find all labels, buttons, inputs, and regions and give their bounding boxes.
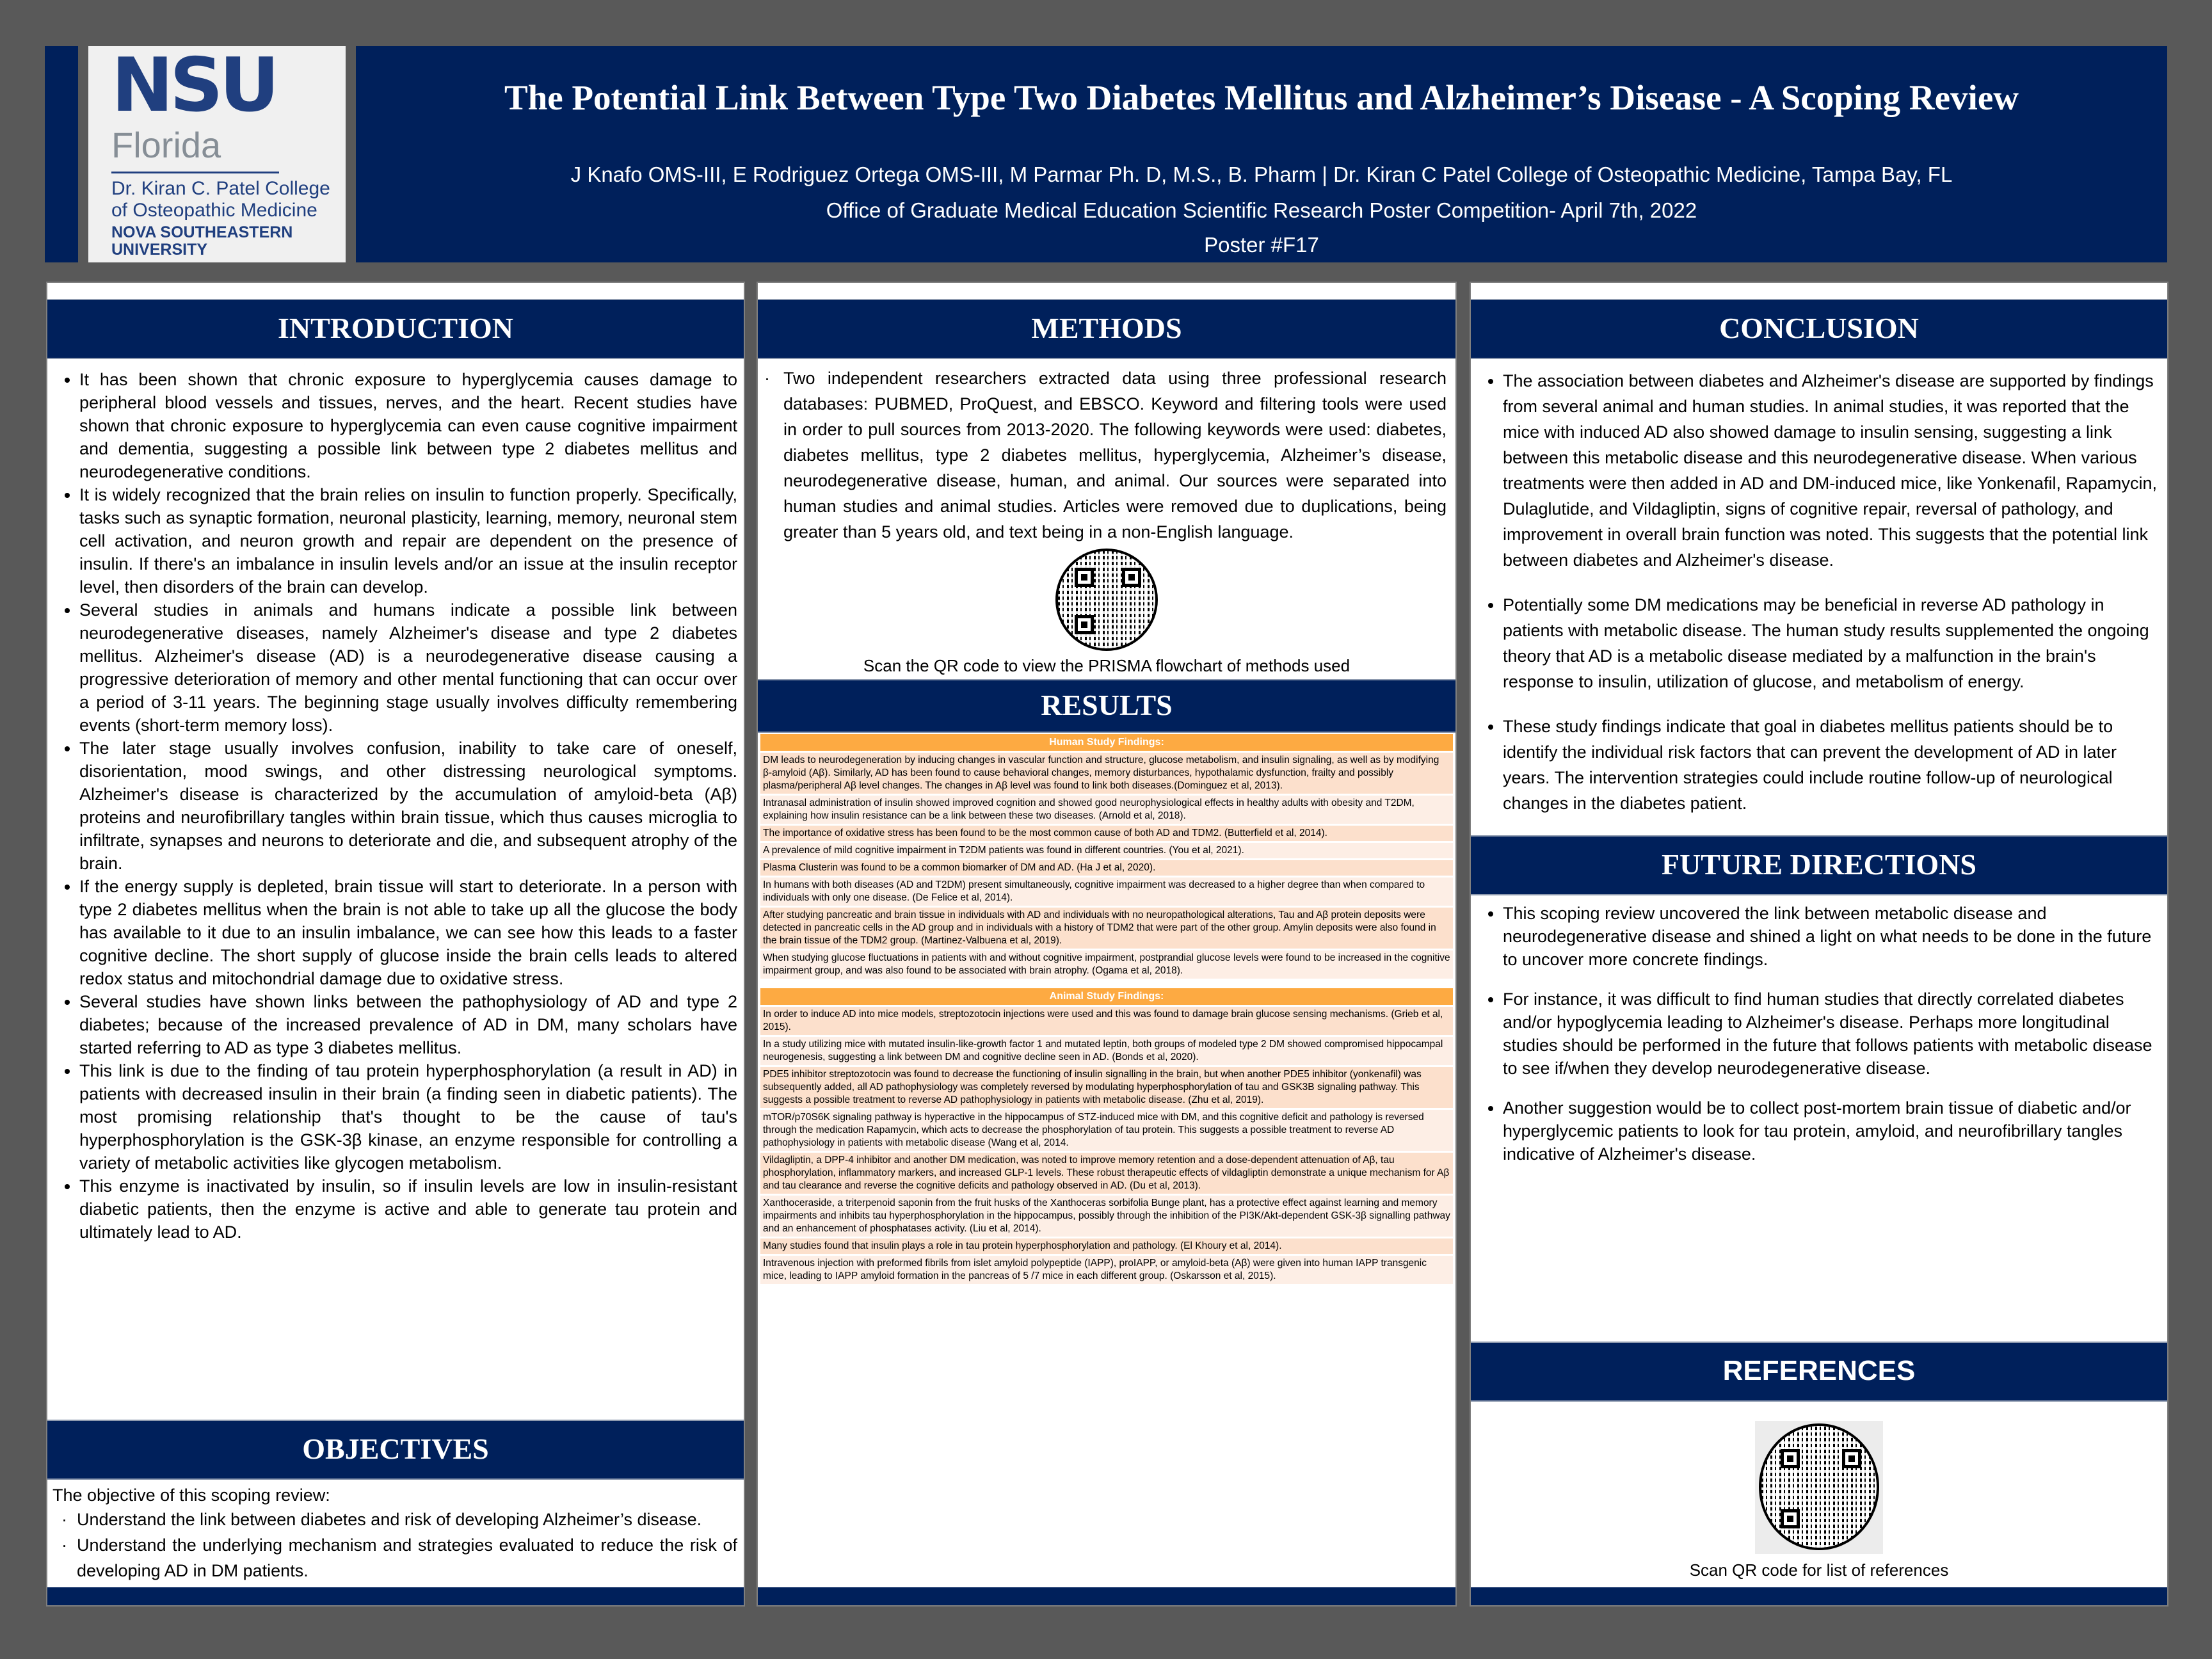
prisma-qr-caption: Scan the QR code to view the PRISMA flowchart of methods used xyxy=(863,656,1350,675)
logo-wordmark: NSU xyxy=(111,46,276,129)
animal-finding-row: In a study utilizing mice with mutated insulin-like-growth factor 1 and mutated leptin, both groups of modeled type 2 DM showed compromised hippocampal neurogenesis, suggesting a link between DM and cognitive decline seen in AD. (Bonds et al, 2020). xyxy=(760,1037,1453,1067)
logo-divider xyxy=(111,172,279,173)
introduction-list xyxy=(52,368,737,1244)
animal-finding-row: In order to induce AD into mice models, streptozotocin injections were used and this was found to damage brain glucose sensing mechanisms. (Grieb et al, 2015). xyxy=(760,1007,1453,1037)
human-finding-row: In humans with both diseases (AD and T2DM) present simultaneously, cognitive impairment was decreased to a higher degree than when compared to individuals with only one disease. (De Felice et al, 2014). xyxy=(760,878,1453,908)
future-directions-heading-text: FUTURE DIRECTIONS xyxy=(1661,848,1977,881)
logo-state: Florida xyxy=(111,125,221,165)
human-findings-table xyxy=(760,734,1453,981)
prisma-qr-holder xyxy=(758,547,1455,655)
objective-bullet: · Understand the underlying mechanism and strategies evaluated to reduce the risk of developing AD in DM patients. xyxy=(77,1532,737,1583)
objectives-heading-text: OBJECTIVES xyxy=(302,1432,489,1465)
human-finding-row: A prevalence of mild cognitive impairment in T2DM patients was found in different countries. (You et al, 2021). xyxy=(760,843,1453,860)
column-right xyxy=(1470,282,2168,1607)
animal-finding-row: Vildagliptin, a DPP-4 inhibitor and another DM medication, was noted to improve memory retention and a dose-dependent attenuation of Aβ, tau phosphorylation, inflammatory markers, and increased GLP-1 levels. These robust therapeutic effects of vildagliptin demonstrate a unique mechanism for Aβ and tau clearance and reverse the cognitive deficits and pathology observed in AD. (Du et al, 2013). xyxy=(760,1153,1453,1196)
results-heading-text: RESULTS xyxy=(1041,689,1173,721)
objective-bullet: · Understand the link between diabetes and risk of developing Alzheimer’s disease. xyxy=(77,1507,737,1532)
conclusion-bullet: • These study findings indicate that goal in diabetes mellitus patients should be to identify the individual risk factors that can prevent the development of AD in later years. The intervention strategies could include routine follow-up of neurological changes in the diabetes patient. xyxy=(1503,714,2161,816)
header-left-strip xyxy=(45,46,78,262)
introduction-bullet: • Several studies have shown links between the pathophysiology of AD and type 2 diabetes; because of the increased prevalence of AD in DM, many scholars have started referring to AD as type 3 diabetes mellitus. xyxy=(79,990,737,1059)
column-middle-flow xyxy=(758,299,1455,1587)
column-spacer xyxy=(1471,1182,2167,1342)
human-finding-row: After studying pancreatic and brain tissue in individuals with AD and individuals with no neuropathological alterations, Tau and Aβ protein deposits were detected in pancreatic cells in the AD group and in individuals with a history of TDM2 that were part of the other group. Amylin deposits were also found in the brain tissue of the TDM2 group. (Martinez-Valbuena et al, 2019). xyxy=(760,908,1453,950)
column-left xyxy=(46,282,745,1607)
column-footer-strip xyxy=(47,1587,744,1605)
introduction-bullet: • It has been shown that chronic exposure to hyperglycemia causes damage to peripheral blood vessels and tissues, nerves, and the heart. Recent studies have shown that chronic exposure to hyperglycemia can even cause cognitive impairment and dementia, suggesting a possible link between type 2 diabetes mellitus and neurodegenerative conditions. xyxy=(79,368,737,483)
introduction-heading-text: INTRODUCTION xyxy=(277,312,514,344)
logo-university-line2: UNIVERSITY xyxy=(111,241,208,259)
human-finding-row: The importance of oxidative stress has been found to be the most common cause of both AD and TDM2. (Butterfield et al, 2014). xyxy=(760,826,1453,843)
animal-findings-header: Animal Study Findings: xyxy=(760,988,1453,1007)
references-qr-frame xyxy=(1755,1421,1883,1554)
references-qr-code[interactable] xyxy=(1759,1423,1879,1550)
introduction-bullet: • The later stage usually involves confusion, inability to take care of oneself, disorientation, mood swings, and other distressing neurological symptoms. Alzheimer's disease is characterized by the accumulation of amyloid-beta (Aβ) proteins and neurofibrillary tangles within brain tissue, which thus causes microglia to infiltrate, synapses and neurons to deteriorate and die, and subsequent atrophy of the brain. xyxy=(79,737,737,875)
human-finding-row: Plasma Clusterin was found to be a common biomarker of DM and AD. (Ha J et al, 2020). xyxy=(760,860,1453,878)
objectives-lead: The objective of this scoping review: xyxy=(52,1486,330,1505)
references-qr-caption: Scan QR code for list of references xyxy=(1689,1560,1949,1580)
column-footer-strip xyxy=(758,1587,1455,1605)
human-findings-header: Human Study Findings: xyxy=(760,734,1453,753)
human-findings-rows xyxy=(760,753,1453,981)
animal-findings-table xyxy=(760,988,1453,1286)
column-right-flow xyxy=(1471,299,2167,1587)
conclusion-bullet: • Potentially some DM medications may be beneficial in reverse AD pathology in patients with metabolic disease. The human study results supplemented the ongoing theory that AD is a metabolic disease mediated by a malfunction in the brain's response to insulin, utilization of glucose, and metabolism of energy. xyxy=(1503,592,2161,694)
prisma-qr-code[interactable] xyxy=(1055,549,1158,651)
introduction-bullet: • This link is due to the finding of tau protein hyperphosphorylation (a result in AD) in patients with decreased insulin in their brain (a finding seen in diabetic patients). The most promising relationship that's thought to be the cause of tau's hyperphosphorylation is the GSK-3β kinase, an enzyme responsible for controlling a variety of metabolic activities like glycogen metabolism. xyxy=(79,1059,737,1174)
conclusion-heading xyxy=(1471,299,2167,359)
future-direction-bullet: • For instance, it was difficult to find human studies that directly correlated diabetes and/or hypoglycemia leading to Alzheimer's disease. Perhaps more longitudinal studies should be performed in the future that follows patients with metabolic disease to see if/when they develop neurodegenerative disease. xyxy=(1503,988,2161,1080)
introduction-bullet: • This enzyme is inactivated by insulin, so if insulin levels are low in insulin-resistant diabetic patients, then the enzyme is active and able to generate tau protein and ultimately lead to AD. xyxy=(79,1174,737,1244)
column-footer-strip xyxy=(1471,1587,2167,1605)
introduction-bullet: • If the energy supply is depleted, brain tissue will start to deteriorate. In a person with type 2 diabetes mellitus when the brain is not able to take up all the glucose the body has available to it due to an insulin imbalance, we can see how this leads to a faster cognitive decline. The short supply of glucose inside the brain cells leads to altered redox status and mitochondrial damage due to oxidative stress. xyxy=(79,875,737,990)
poster-competition: Office of Graduate Medical Education Scientific Research Poster Competition- April 7th, 2022 xyxy=(826,198,1697,222)
results-gap xyxy=(760,981,1453,988)
introduction-bullet: • It is widely recognized that the brain relies on insulin to function properly. Specifically, tasks such as synaptic formation, neuronal plasticity, learning, memory, neuronal stem cell activation, and neuron growth and repair are dependent on the presence of insulin. If there's an imbalance in insulin levels and/or an issue at the insulin receptor level, then disorders of the brain can develop. xyxy=(79,483,737,598)
logo-university-line1: NOVA SOUTHEASTERN xyxy=(111,223,293,241)
logo-college-line2: of Osteopathic Medicine xyxy=(111,200,317,221)
human-finding-row: Intranasal administration of insulin showed improved cognition and showed good neurophysiological effects in healthy adults with obesity and T2DM, explaining how insulin resistance can be a link between these two diseases. (Arnold et al, 2018). xyxy=(760,796,1453,826)
poster-authors: J Knafo OMS-III, E Rodriguez Ortega OMS-III, M Parmar Ph. D, M.S., B. Pharm | Dr. Kiran C Patel College of Osteopathic Medicine, Tampa Bay, FL xyxy=(570,163,1953,186)
introduction-body xyxy=(47,359,744,1244)
future-directions-body xyxy=(1471,895,2167,1182)
methods-body xyxy=(758,359,1455,547)
results-tables xyxy=(758,733,1455,1286)
animal-finding-row: Intravenous injection with preformed fibrils from islet amyloid polypeptide (IAPP), proIAPP, or amyloid-beta (Aβ) were given into human IAPP transgenic mice, leading to IAPP amyloid formation in the pancreas of 5 /7 mice in each different group. (Oskarsson et al, 2015). xyxy=(760,1256,1453,1286)
references-qr-holder xyxy=(1471,1402,2167,1559)
methods-text: Two independent researchers extracted data using three professional research databases: PUBMED, ProQuest, and EBSCO. Keyword and filtering tools were used in order to pull sources from 2013-2020. The following keywords were used: diabetes, diabetes mellitus, type 2 diabetes mellitus, hyperglycemia, Alzheimer’s disease, neurodegenerative disease, human, and animal. Our sources were separated into human studies and animal studies. Articles were removed due to duplications, being greater than 5 years old, and text being in a non-English language. xyxy=(783,369,1447,541)
poster-header xyxy=(356,46,2167,262)
references-heading xyxy=(1471,1342,2167,1402)
animal-finding-row: Xanthoceraside, a triterpenoid saponin from the fruit husks of the Xanthoceras sorbifolia Bunge plant, has a protective effect against learning and memory impairments and inhibits tau hyperphosphorylation in the hippocampus, possibly through the inhibition of the PI3K/Akt-dependent GSK-3β signalling pathway and an enhancement of phosphatases activity. (Liu et al, 2014). xyxy=(760,1196,1453,1238)
future-directions-heading xyxy=(1471,835,2167,895)
introduction-heading xyxy=(47,299,744,359)
methods-heading xyxy=(758,299,1455,359)
future-direction-bullet: • This scoping review uncovered the link between metabolic disease and neurodegenerative disease and shined a light on what needs to be done in the future to uncover more concrete findings. xyxy=(1503,902,2161,971)
conclusion-body xyxy=(1471,359,2167,835)
conclusion-list xyxy=(1476,368,2161,816)
column-middle xyxy=(757,282,1457,1607)
poster-number: Poster #F17 xyxy=(1204,233,1319,257)
poster-title: The Potential Link Between Type Two Diabetes Mellitus and Alzheimer’s Disease - A Scoping Review xyxy=(504,78,2019,117)
animal-finding-row: PDE5 inhibitor streptozotocin was found to decrease the functioning of insulin signalling in the brain, but when another PDE5 inhibitor (yonkenafil) was subsequently added, all AD pathophysiology was completely reversed by modulating hyperphosphorylation of tau and GSK3B signaling pathway. This suggests a possible treatment to reverse AD pathophysiology in patients with metabolic disease. (Zhu et al, 2019). xyxy=(760,1067,1453,1110)
future-direction-bullet: • Another suggestion would be to collect post-mortem brain tissue of diabetic and/or hyperglycemic patients to look for tau protein, amyloid, and neurofibrillary tangles indicative of Alzheimer's disease. xyxy=(1503,1096,2161,1166)
objectives-list xyxy=(52,1507,737,1583)
logo-university xyxy=(111,224,293,259)
human-finding-row: When studying glucose fluctuations in patients with and without cognitive impairment, postprandial glucose levels were found to be increased in the cognitive impairment group, and was also found to be associated with brain atrophy. (Ogama et al, 2018). xyxy=(760,950,1453,981)
introduction-bullet: • Several studies in animals and humans indicate a possible link between neurodegenerative diseases, namely Alzheimer's disease and type 2 diabetes mellitus. Alzheimer's disease (AD) is a neurodegenerative disease causing a progressive deterioration of memory and other mental functioning that can occur over a period of 3-11 years. The beginning stage usually involves difficulty remembering events (short-term memory loss). xyxy=(79,598,737,737)
methods-heading-text: METHODS xyxy=(1031,312,1182,344)
human-finding-row: DM leads to neurodegeneration by inducing changes in vascular function and structure, glucose metabolism, and insulin signaling, as well as by modifying β-amyloid (Aβ). Similarly, AD has been found to cause behavioral changes, memory disturbances, hypothalamic dysfunction, frailty and possibly plasma/peripheral Aβ level changes. The changes in Aβ level was found to link both diseases.(Dominguez et al, 2013). xyxy=(760,753,1453,796)
objectives-heading xyxy=(47,1420,744,1480)
animal-finding-row: mTOR/p70S6K signaling pathway is hyperactive in the hippocampus of STZ-induced mice with DM, and this cognitive deficit and pathology is reversed through the medication Rapamycin, which acts to decrease the phosphorylation of tau protein. This suggests a possible treatment to reverse AD pathophysiology in patients with metabolic disease (Wang et al, 2014. xyxy=(760,1110,1453,1153)
animal-finding-row: Many studies found that insulin plays a role in tau protein hyperphosphorylation and pathology. (El Khoury et al, 2014). xyxy=(760,1238,1453,1256)
methods-bullet: · xyxy=(764,369,770,388)
conclusion-bullet: • The association between diabetes and Alzheimer's disease are supported by findings from several animal and human studies. In animal studies, it was reported that the mice with induced AD also showed damage to insulin sensing, suggesting a link between this metabolic disease and this neurodegenerative disease. When various treatments were then added in AD and DM-induced mice, like Yonkenafil, Rapamycin, Dulaglutide, and Vildagliptin, signs of cognitive repair, reversal of pathology, and improvement in overall brain function was noted. This suggests that the potential link between diabetes and Alzheimer's disease. xyxy=(1503,368,2161,573)
nsu-logo xyxy=(88,46,346,262)
logo-college-line1: Dr. Kiran C. Patel College xyxy=(111,178,330,199)
objectives-body xyxy=(47,1480,744,1587)
conclusion-heading-text: CONCLUSION xyxy=(1719,312,1919,344)
column-spacer xyxy=(47,1244,744,1420)
results-heading xyxy=(758,679,1455,733)
column-left-flow xyxy=(47,299,744,1587)
future-directions-list xyxy=(1476,902,2161,1166)
animal-findings-rows xyxy=(760,1007,1453,1286)
logo-college xyxy=(111,178,330,221)
references-heading-text: REFERENCES xyxy=(1722,1355,1916,1386)
